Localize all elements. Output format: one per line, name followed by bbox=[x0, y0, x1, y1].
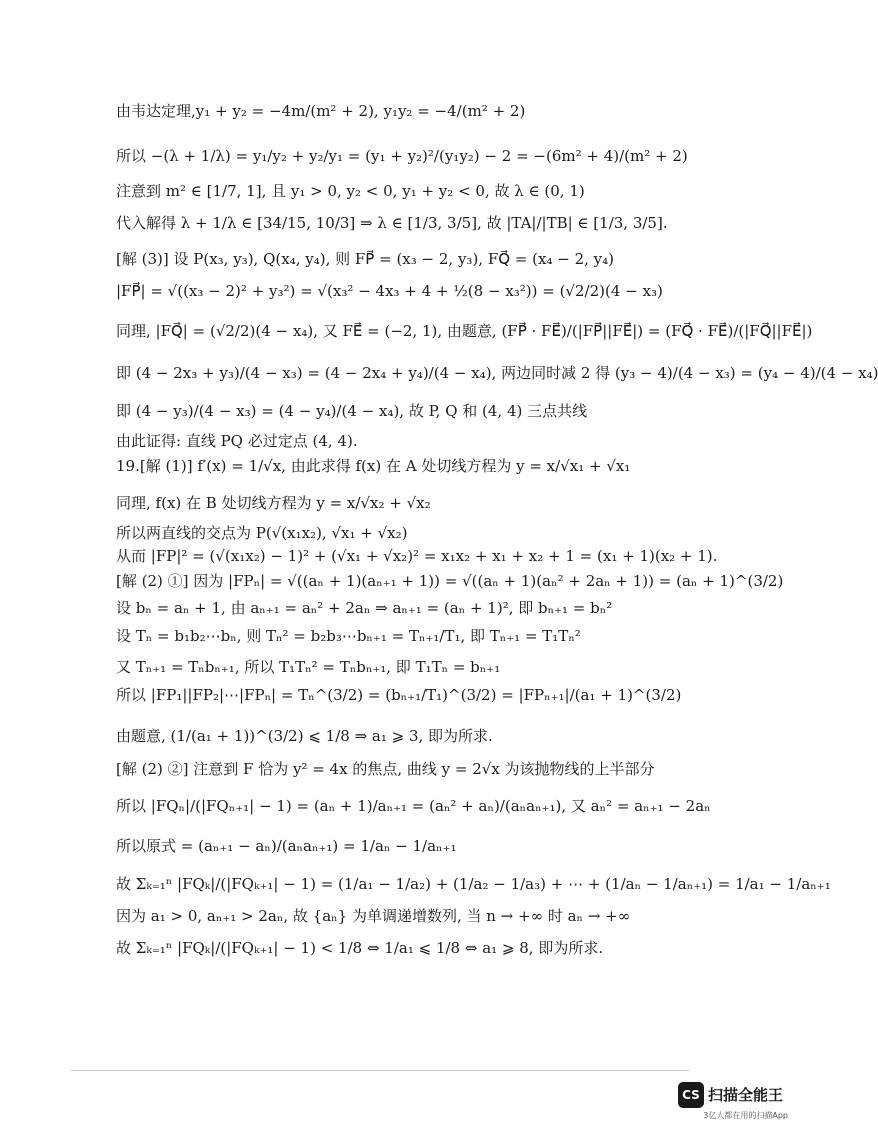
text-line: [解 (3)] 设 P(x₃, y₃), Q(x₄, y₄), 则 FP⃗ = (x₃ − 2, y₃), FQ⃗ = (x₄ − 2, y₄) bbox=[116, 250, 614, 268]
text-line: 所以 |FP₁||FP₂|⋯|FPₙ| = Tₙ^(3/2) = (bₙ₊₁/T₁)^(3/2) = |FPₙ₊₁|/(a₁ + 1)^(3/2) bbox=[116, 686, 682, 704]
text-line: 同理, f(x) 在 B 处切线方程为 y = x/√x₂ + √x₂ bbox=[116, 494, 431, 512]
footer-divider bbox=[70, 1070, 690, 1071]
text-line: |FP⃗| = √((x₃ − 2)² + y₃²) = √(x₃² − 4x₃ + 4 + ½(8 − x₃²)) = (√2/2)(4 − x₃) bbox=[116, 282, 663, 300]
text-line: [解 (2) ②] 注意到 F 恰为 y² = 4x 的焦点, 曲线 y = 2√x 为该抛物线的上半部分 bbox=[116, 760, 655, 778]
text-line: 故 Σₖ₌₁ⁿ |FQₖ|/(|FQₖ₊₁| − 1) < 1/8 ⇔ 1/a₁ ⩽ 1/8 ⇔ a₁ ⩾ 8, 即为所求. bbox=[116, 939, 604, 957]
scanner-watermark bbox=[678, 1082, 788, 1122]
text-line: 故 Σₖ₌₁ⁿ |FQₖ|/(|FQₖ₊₁| − 1) = (1/a₁ − 1/a₂) + (1/a₂ − 1/a₃) + ⋯ + (1/aₙ − 1/aₙ₊₁) = 1/a₁ − 1/aₙ₊₁ bbox=[116, 875, 831, 893]
text-line: 所以 |FQₙ|/(|FQₙ₊₁| − 1) = (aₙ + 1)/aₙ₊₁ = (aₙ² + aₙ)/(aₙaₙ₊₁), 又 aₙ² = aₙ₊₁ − 2aₙ bbox=[116, 797, 711, 815]
watermark-tagline: 3亿人都在用的扫描App bbox=[703, 1111, 788, 1120]
text-line: 即 (4 − y₃)/(4 − x₃) = (4 − y₄)/(4 − x₄), 故 P, Q 和 (4, 4) 三点共线 bbox=[116, 402, 588, 420]
text-line: 注意到 m² ∈ [1/7, 1], 且 y₁ > 0, y₂ < 0, y₁ + y₂ < 0, 故 λ ∈ (0, 1) bbox=[116, 182, 585, 200]
text-line: 由题意, (1/(a₁ + 1))^(3/2) ⩽ 1/8 ⇒ a₁ ⩾ 3, 即为所求. bbox=[116, 727, 493, 745]
text-line: 由韦达定理,y₁ + y₂ = −4m/(m² + 2), y₁y₂ = −4/(m² + 2) bbox=[116, 102, 526, 120]
text-line: 19.[解 (1)] f′(x) = 1/√x, 由此求得 f(x) 在 A 处切线方程为 y = x/√x₁ + √x₁ bbox=[116, 457, 631, 475]
text-line: 同理, |FQ⃗| = (√2/2)(4 − x₄), 又 FE⃗ = (−2, 1), 由题意, (FP⃗ · FE⃗)/(|FP⃗||FE⃗|) = (FQ⃗ · FE⃗)/(|FQ⃗||FE⃗|) bbox=[116, 322, 813, 340]
text-line: 所以 −(λ + 1/λ) = y₁/y₂ + y₂/y₁ = (y₁ + y₂)²/(y₁y₂) − 2 = −(6m² + 4)/(m² + 2) bbox=[116, 147, 688, 165]
text-line: 所以两直线的交点为 P(√(x₁x₂), √x₁ + √x₂) bbox=[116, 524, 408, 542]
text-line: 设 Tₙ = b₁b₂⋯bₙ, 则 Tₙ² = b₂b₃⋯bₙ₊₁ = Tₙ₊₁/T₁, 即 Tₙ₊₁ = T₁Tₙ² bbox=[116, 627, 581, 645]
watermark-app-name: 扫描全能王 bbox=[708, 1086, 784, 1104]
text-line: 从而 |FP|² = (√(x₁x₂) − 1)² + (√x₁ + √x₂)² = x₁x₂ + x₁ + x₂ + 1 = (x₁ + 1)(x₂ + 1). bbox=[116, 547, 718, 565]
text-line: 因为 a₁ > 0, aₙ₊₁ > 2aₙ, 故 {aₙ} 为单调递增数列, 当 n → +∞ 时 aₙ → +∞ bbox=[116, 907, 631, 925]
text-line: 即 (4 − 2x₃ + y₃)/(4 − x₃) = (4 − 2x₄ + y₄)/(4 − x₄), 两边同时减 2 得 (y₃ − 4)/(4 − x₃) = (y₄ − 4)/(4 − x₄) bbox=[116, 364, 878, 382]
text-line: 所以原式 = (aₙ₊₁ − aₙ)/(aₙaₙ₊₁) = 1/aₙ − 1/aₙ₊₁ bbox=[116, 837, 457, 855]
text-line: 代入解得 λ + 1/λ ∈ [34/15, 10/3] ⇒ λ ∈ [1/3, 3/5], 故 |TA|/|TB| ∈ [1/3, 3/5]. bbox=[116, 214, 668, 232]
text-line: 由此证得: 直线 PQ 必过定点 (4, 4). bbox=[116, 432, 358, 450]
text-line: 设 bₙ = aₙ + 1, 由 aₙ₊₁ = aₙ² + 2aₙ ⇒ aₙ₊₁ = (aₙ + 1)², 即 bₙ₊₁ = bₙ² bbox=[116, 599, 613, 617]
text-line: [解 (2) ①] 因为 |FPₙ| = √((aₙ + 1)(aₙ₊₁ + 1)) = √((aₙ + 1)(aₙ² + 2aₙ + 1)) = (aₙ + 1)^(3/2) bbox=[116, 572, 784, 590]
camscanner-logo-icon: CS bbox=[678, 1082, 704, 1108]
text-line: 又 Tₙ₊₁ = Tₙbₙ₊₁, 所以 T₁Tₙ² = Tₙbₙ₊₁, 即 T₁Tₙ = bₙ₊₁ bbox=[116, 658, 501, 676]
